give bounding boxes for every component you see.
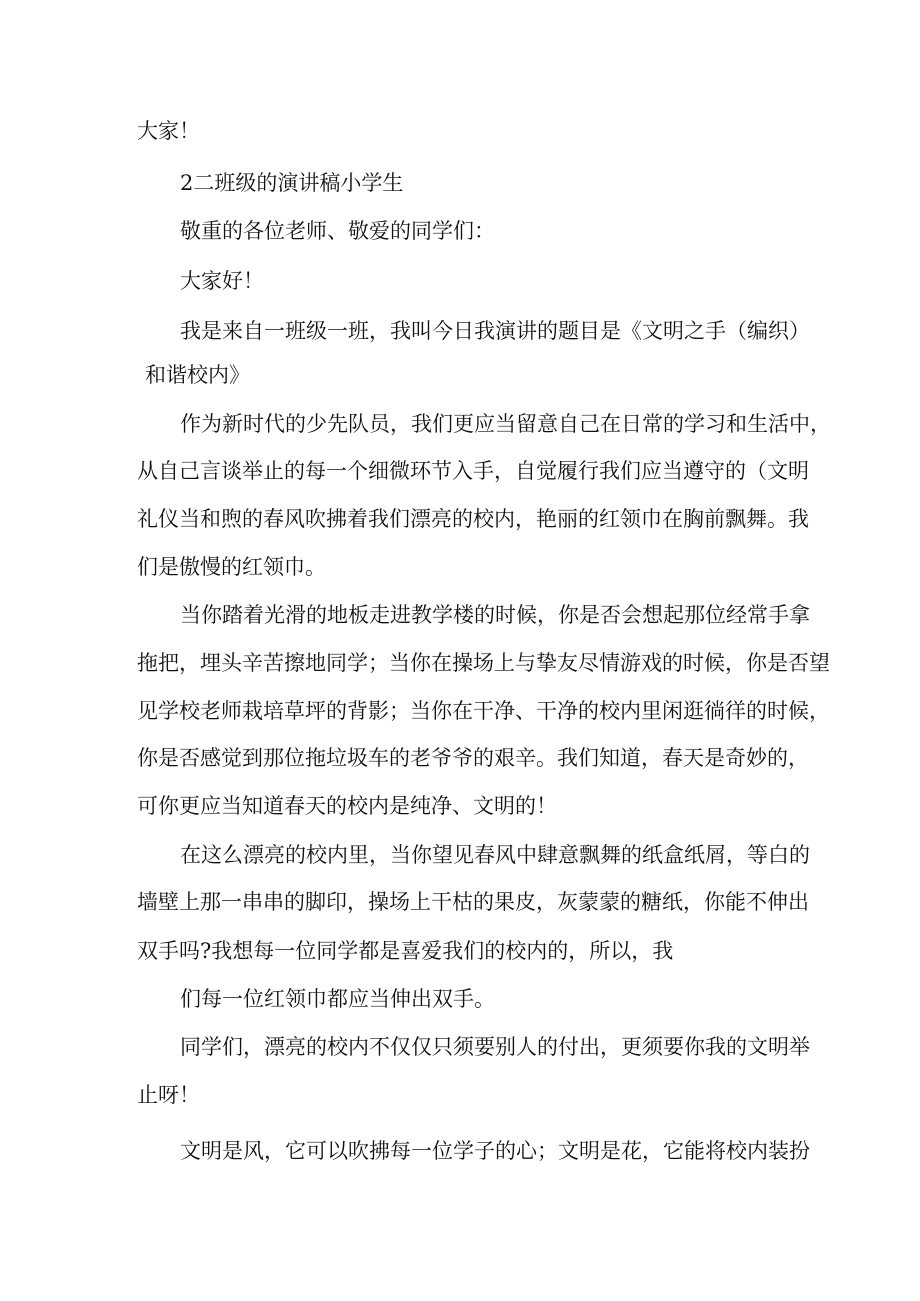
salutation: 敬重的各位老师、敬爱的同学们： [180, 219, 495, 243]
text-line: 可你更应当知道春天的校内是纯净、文明的！ [137, 794, 557, 818]
text-line: 在这么漂亮的校内里，当你望见春风中肆意飘舞的纸盒纸屑，等白的 [180, 843, 810, 867]
text-line: 作为新时代的少先队员，我们更应当留意自己在日常的学习和生活中， [180, 412, 831, 436]
text-line: 大家！ [137, 119, 200, 143]
text-line: 从自己言谈举止的每一个细微环节入手，自觉履行我们应当遵守的（文明 [137, 459, 809, 483]
text-line: 止呀！ [137, 1083, 200, 1107]
greeting: 大家好！ [180, 269, 264, 293]
text-line: 礼仪当和煦的春风吹拂着我们漂亮的校内，艳丽的红领巾在胸前飘舞。我 [137, 507, 809, 531]
text-line: 同学们，漂亮的校内不仅仅只须要别人的付出，更须要你我的文明举 [180, 1035, 810, 1059]
text-line: 们是傲慢的红领巾。 [137, 555, 326, 579]
text-line: 双手吗?我想每一位同学都是喜爱我们的校内的，所以，我 [137, 939, 674, 963]
text-line: 当你踏着光滑的地板走进教学楼的时候，你是否会想起那位经常手拿 [180, 603, 810, 627]
text-line: 拖把，埋头辛苦擦地同学；当你在操场上与挚友尽情游戏的时候，你是否望 [137, 651, 830, 675]
text-line: 文明是风，它可以吹拂每一位学子的心；文明是花，它能将校内装扮 [180, 1139, 810, 1163]
text-line: 墙壁上那一串串的脚印，操场上干枯的果皮，灰蒙蒙的糖纸，你能不伸出 [137, 890, 809, 914]
text-line: 和谐校内》 [145, 363, 250, 387]
section-heading: 2二班级的演讲稿小学生 [180, 171, 404, 195]
text-line: 们每一位红领巾都应当伸出双手。 [180, 987, 495, 1011]
text-line: 我是来自一班级一班，我叫今日我演讲的题目是《文明之手（编织） [180, 319, 810, 343]
text-line: 见学校老师栽培草坪的背影；当你在干净、干净的校内里闲逛徜徉的时候， [137, 699, 830, 723]
text-line: 你是否感觉到那位拖垃圾车的老爷爷的艰辛。我们知道，春天是奇妙的， [137, 746, 809, 770]
